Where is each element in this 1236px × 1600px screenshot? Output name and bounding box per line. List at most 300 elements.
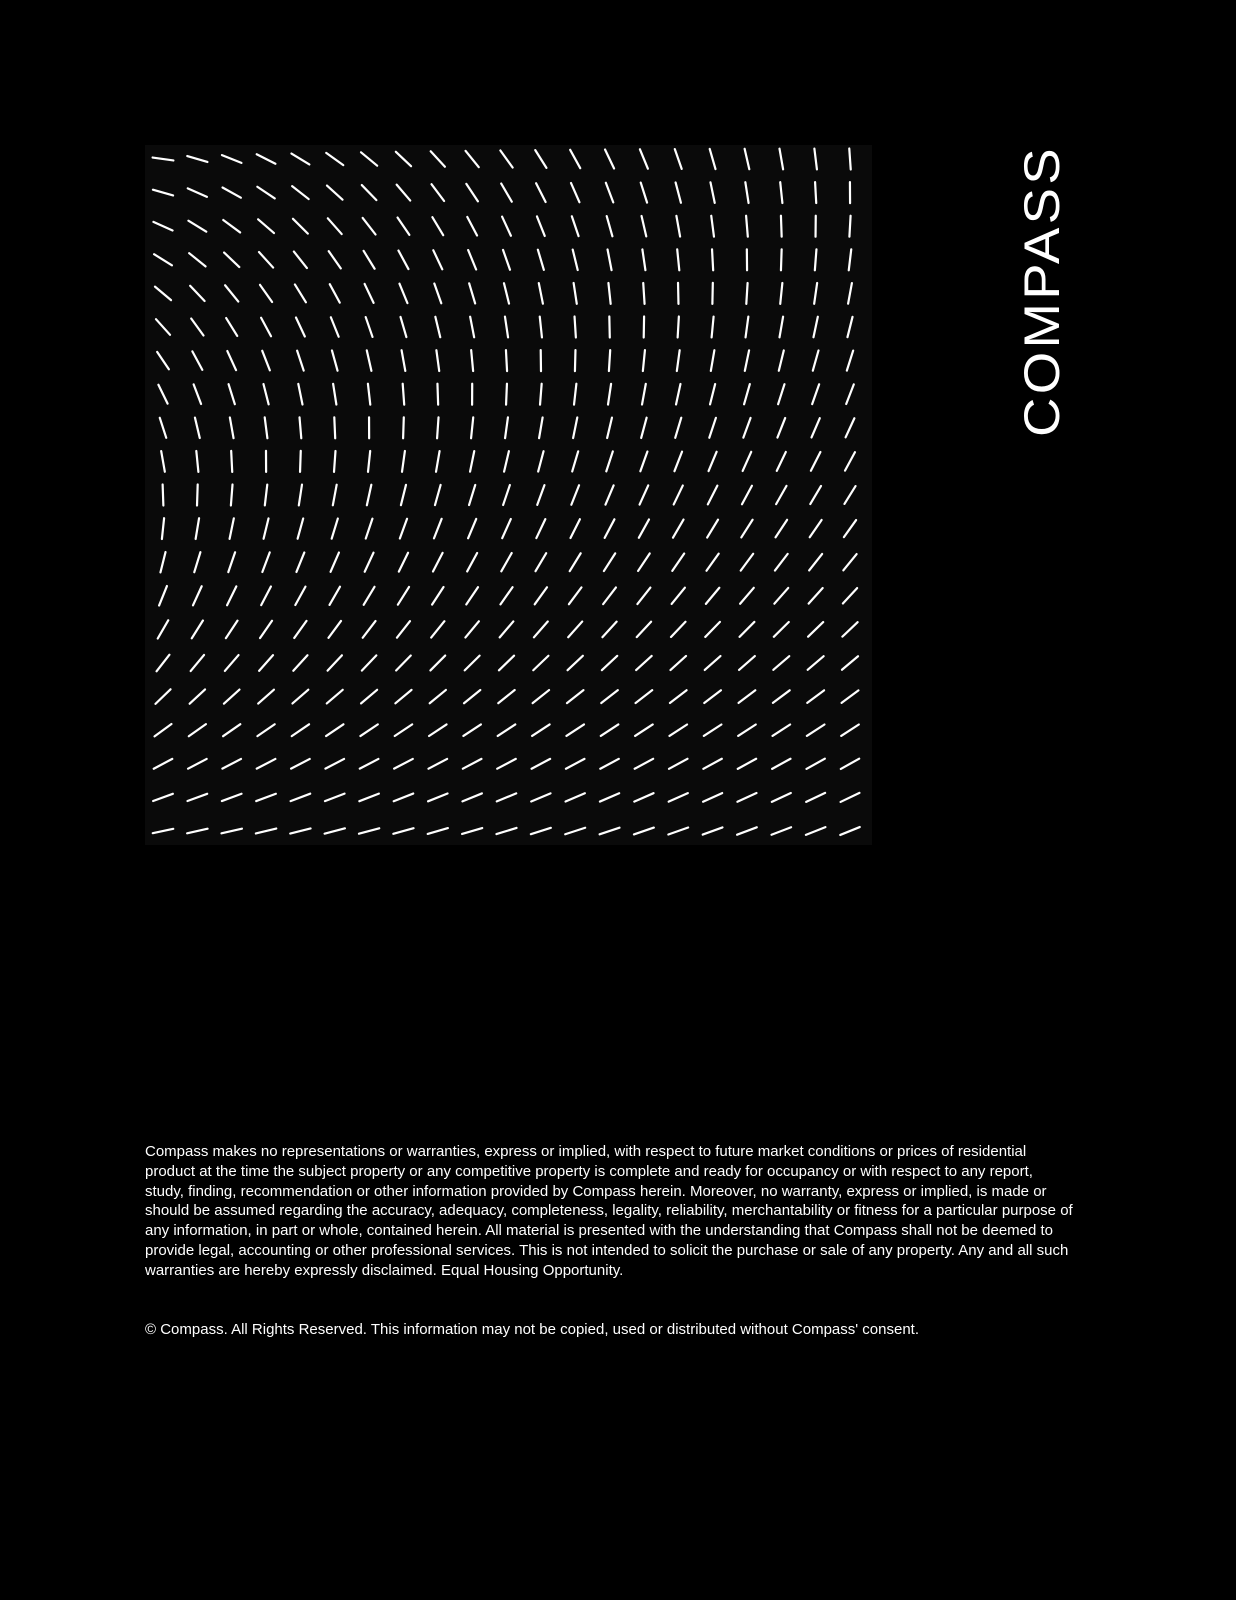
pattern-dash <box>780 317 784 338</box>
pattern-dash <box>677 249 679 270</box>
pattern-dash <box>399 553 408 572</box>
pattern-dash <box>806 793 825 802</box>
pattern-dash <box>605 519 615 538</box>
pattern-dash <box>196 518 199 539</box>
pattern-dash <box>156 319 170 335</box>
pattern-dash <box>567 690 584 703</box>
pattern-dash <box>776 486 786 504</box>
pattern-dash <box>262 552 269 572</box>
pattern-dash <box>293 655 307 671</box>
pattern-dash <box>536 553 547 571</box>
pattern-dash <box>292 186 309 199</box>
pattern-dash <box>710 384 715 404</box>
pattern-dash <box>772 793 791 802</box>
pattern-dash <box>400 519 407 539</box>
pattern-dash <box>641 418 646 438</box>
pattern-dash <box>678 317 679 338</box>
pattern-dash <box>745 149 750 169</box>
pattern-dash <box>505 417 508 438</box>
pattern-dash <box>262 351 270 371</box>
pattern-dash <box>401 485 406 505</box>
pattern-dash <box>293 219 308 234</box>
pattern-dash <box>227 586 236 605</box>
pattern-dash <box>366 317 373 337</box>
pattern-dash <box>396 655 411 670</box>
pattern-dash <box>741 554 754 571</box>
pattern-dash <box>743 452 752 471</box>
pattern-dash <box>849 249 851 270</box>
pattern-dash <box>188 759 207 769</box>
pattern-dash <box>540 317 542 338</box>
pattern-dash <box>674 486 683 505</box>
pattern-dash <box>812 384 819 404</box>
pattern-dash <box>294 621 306 638</box>
pattern-dash <box>429 724 447 736</box>
pattern-dash <box>502 519 511 538</box>
pattern-dash <box>809 588 823 604</box>
pattern-dash <box>672 554 684 571</box>
pattern-dash <box>430 656 445 671</box>
pattern-dash <box>606 183 613 203</box>
pattern-dash <box>811 452 821 471</box>
pattern-dash <box>360 759 379 769</box>
pattern-dash <box>189 253 205 266</box>
pattern-dash <box>738 759 756 769</box>
pattern-dash <box>194 552 200 572</box>
pattern-dash <box>640 149 648 168</box>
pattern-dash <box>327 186 343 200</box>
pattern-dash <box>326 153 343 165</box>
pattern-dash <box>738 725 756 736</box>
pattern-dash <box>635 724 653 735</box>
pattern-dash <box>470 451 474 472</box>
pattern-dash <box>367 350 372 370</box>
pattern-dash <box>604 553 615 571</box>
pattern-dash <box>643 283 644 304</box>
pattern-dash <box>365 284 374 303</box>
pattern-dash <box>842 690 859 702</box>
pattern-dash <box>773 690 790 703</box>
pattern-dash <box>846 418 855 437</box>
pattern-dash <box>780 283 782 304</box>
pattern-dash <box>568 656 583 670</box>
pattern-dash <box>746 216 748 237</box>
pattern-dash <box>361 690 377 704</box>
pattern-dash <box>500 587 512 604</box>
pattern-dash <box>192 351 202 369</box>
pattern-dash <box>294 252 307 268</box>
pattern-dash <box>815 182 816 203</box>
pattern-dash <box>462 828 482 834</box>
pattern-dash <box>467 553 477 571</box>
pattern-dash <box>712 249 713 270</box>
pattern-dash <box>191 319 203 336</box>
pattern-dash <box>364 587 375 605</box>
pattern-dash <box>781 216 782 237</box>
pattern-dash <box>671 622 685 637</box>
pattern-dash <box>844 520 856 537</box>
pattern-dash <box>470 317 474 338</box>
pattern-dash <box>636 690 653 703</box>
pattern-dash <box>634 828 654 835</box>
pattern-dash <box>812 418 820 437</box>
pattern-dash <box>845 452 855 470</box>
pattern-dash <box>394 759 413 769</box>
pattern-dash <box>435 317 440 337</box>
pattern-dash <box>155 724 172 736</box>
pattern-dash <box>434 284 441 304</box>
pattern-dash <box>537 485 544 505</box>
pattern-dash <box>188 188 207 196</box>
pattern-dash <box>500 150 512 167</box>
pattern-dash <box>608 249 612 270</box>
pattern-dash <box>703 827 723 834</box>
pattern-dash <box>574 384 576 405</box>
pattern-dash <box>368 384 370 405</box>
pattern-dash <box>704 725 722 736</box>
pattern-dash <box>677 350 680 371</box>
decorative-dash-pattern <box>145 145 872 845</box>
pattern-dash <box>224 690 240 704</box>
pattern-dash <box>705 622 720 637</box>
pattern-dash <box>403 384 405 405</box>
pattern-dash <box>162 518 164 539</box>
pattern-dash <box>499 656 514 671</box>
pattern-dash <box>256 829 276 834</box>
pattern-dash <box>498 724 516 736</box>
pattern-dash <box>603 587 616 604</box>
pattern-dash <box>575 350 576 371</box>
pattern-dash <box>742 486 752 505</box>
pattern-dash <box>706 588 719 604</box>
pattern-dash <box>196 451 198 472</box>
pattern-dash <box>290 828 310 833</box>
pattern-dash <box>568 622 582 638</box>
pattern-dash <box>574 283 577 304</box>
pattern-dash <box>434 519 442 539</box>
pattern-dash <box>231 451 232 472</box>
pattern-dash <box>435 485 441 505</box>
pattern-dash <box>505 317 508 338</box>
pattern-dash <box>606 451 613 471</box>
pattern-dash <box>393 828 413 834</box>
pattern-dash <box>533 690 549 703</box>
pattern-dash <box>634 793 653 801</box>
pattern-dash <box>703 793 722 802</box>
pattern-dash <box>359 828 379 833</box>
pattern-dash <box>330 284 340 302</box>
pattern-dash <box>569 587 582 604</box>
pattern-dash <box>572 451 578 471</box>
pattern-dash <box>154 759 173 769</box>
pattern-dash <box>781 249 782 270</box>
pattern-dash <box>642 249 645 270</box>
pattern-dash <box>365 553 374 572</box>
pattern-dash <box>534 621 548 637</box>
pattern-dash <box>394 794 414 802</box>
pattern-dash <box>403 417 404 438</box>
pattern-dash <box>331 317 339 336</box>
pattern-dash <box>503 485 510 505</box>
pattern-dash <box>847 317 852 337</box>
pattern-dash <box>436 350 439 371</box>
pattern-dash <box>570 519 579 538</box>
pattern-dash <box>163 485 164 506</box>
pattern-dash <box>327 690 343 704</box>
pattern-dash <box>398 218 410 235</box>
pattern-dash <box>464 690 480 703</box>
pattern-dash <box>222 759 241 769</box>
pattern-dash <box>433 250 442 269</box>
pattern-dash <box>815 249 817 270</box>
pattern-dash <box>705 656 721 670</box>
pattern-dash <box>298 384 302 405</box>
pattern-dash <box>600 793 619 801</box>
pattern-dash <box>536 183 546 202</box>
pattern-dash <box>428 793 448 801</box>
pattern-dash <box>155 287 171 301</box>
pattern-dash <box>535 150 546 168</box>
pattern-dash <box>844 486 855 504</box>
pattern-dash <box>462 793 481 801</box>
pattern-dash <box>153 190 173 196</box>
pattern-dash <box>295 284 306 302</box>
pattern-dash <box>260 621 272 638</box>
pattern-dash <box>502 217 511 236</box>
pattern-dash <box>431 151 445 166</box>
pattern-dash <box>437 417 438 438</box>
pattern-dash <box>536 519 545 538</box>
pattern-dash <box>292 690 308 704</box>
pattern-dash <box>602 622 616 638</box>
pattern-dash <box>842 622 857 636</box>
pattern-dash <box>326 724 343 736</box>
pattern-dash <box>810 486 821 504</box>
pattern-dash <box>430 690 446 703</box>
pattern-dash <box>776 520 788 538</box>
pattern-dash <box>395 724 412 736</box>
pattern-dash <box>772 759 790 769</box>
pattern-dash <box>807 690 824 703</box>
pattern-dash <box>328 218 342 234</box>
copyright-notice: © Compass. All Rights Reserved. This information may not be copied, used or distributed without Compass' consent. <box>145 1321 920 1338</box>
pattern-dash <box>437 384 438 405</box>
pattern-dash <box>640 485 649 504</box>
pattern-dash <box>157 655 170 672</box>
pattern-dash <box>471 417 473 438</box>
pattern-dash <box>539 283 543 304</box>
pattern-dash <box>187 794 207 801</box>
pattern-dash <box>642 384 646 405</box>
pattern-dash <box>295 587 305 605</box>
pattern-dash <box>672 588 685 604</box>
pattern-dash <box>566 793 585 801</box>
pattern-dash <box>600 759 619 769</box>
pattern-dash <box>364 251 375 269</box>
pattern-dash <box>774 588 788 604</box>
pattern-dash <box>225 285 238 301</box>
pattern-dash <box>778 384 784 404</box>
pattern-dash <box>366 519 373 539</box>
pattern-dash <box>428 828 448 834</box>
pattern-dash <box>607 418 612 438</box>
pattern-dash <box>260 285 272 302</box>
pattern-dash <box>849 149 850 170</box>
pattern-dash <box>432 217 443 235</box>
pattern-dash <box>466 151 479 167</box>
pattern-dash <box>153 222 172 231</box>
pattern-dash <box>496 828 516 834</box>
pattern-dash <box>222 794 242 801</box>
pattern-dash <box>153 158 174 161</box>
pattern-dash <box>532 759 551 769</box>
pattern-dash <box>712 317 714 338</box>
pattern-dash <box>153 829 174 833</box>
pattern-dash <box>607 216 613 236</box>
pattern-dash <box>739 656 755 670</box>
pattern-dash <box>433 553 443 572</box>
pattern-dash <box>841 725 859 736</box>
pattern-dash <box>396 152 411 166</box>
pattern-dash <box>813 350 819 370</box>
pattern-dash <box>636 656 652 670</box>
pattern-dash <box>187 156 207 162</box>
pattern-dash <box>600 828 620 835</box>
pattern-dash <box>774 622 789 637</box>
pattern-dash <box>531 793 550 801</box>
pattern-dash <box>605 150 614 169</box>
pattern-dash <box>608 384 611 405</box>
pattern-dash <box>669 759 687 769</box>
pattern-dash <box>161 451 165 472</box>
pattern-dash <box>501 553 511 571</box>
pattern-dash <box>197 485 198 506</box>
pattern-dash <box>230 417 234 438</box>
pattern-dash <box>806 827 826 835</box>
pattern-dash <box>806 759 824 769</box>
pattern-dash <box>363 621 376 638</box>
pattern-dash <box>360 724 377 736</box>
pattern-dash <box>807 725 825 736</box>
pattern-dash <box>537 216 545 236</box>
pattern-dash <box>325 828 345 833</box>
pattern-dash <box>397 621 410 638</box>
pattern-dash <box>154 254 172 265</box>
pattern-dash <box>258 219 274 233</box>
pattern-dash <box>300 417 302 438</box>
pattern-dash <box>469 283 475 303</box>
pattern-dash <box>639 519 649 537</box>
pattern-dash <box>847 351 853 371</box>
pattern-dash <box>257 187 274 199</box>
pattern-dash <box>292 724 309 736</box>
pattern-dash <box>257 759 276 769</box>
pattern-dash <box>609 350 610 371</box>
pattern-dash <box>707 520 718 538</box>
pattern-dash <box>808 622 823 637</box>
pattern-dash <box>231 485 233 506</box>
pattern-dash <box>330 587 341 605</box>
pattern-dash <box>297 351 304 371</box>
pattern-dash <box>359 794 379 802</box>
pattern-dash <box>669 724 687 735</box>
pattern-dash <box>299 485 302 506</box>
pattern-dash <box>842 656 858 670</box>
pattern-dash <box>676 384 680 405</box>
pattern-dash <box>466 587 478 604</box>
pattern-dash <box>259 252 273 268</box>
pattern-dash <box>640 452 647 472</box>
pattern-dash <box>674 452 682 472</box>
pattern-dash <box>532 724 550 736</box>
brand-wordmark: COMPASS <box>1014 169 1070 437</box>
pattern-dash <box>261 587 271 606</box>
pattern-dash <box>332 350 338 370</box>
pattern-dash <box>813 317 817 338</box>
pattern-dash <box>398 587 409 605</box>
pattern-dash <box>710 149 716 169</box>
pattern-dash <box>228 552 235 572</box>
pattern-dash <box>676 182 681 202</box>
pattern-dash <box>397 185 411 201</box>
pattern-dash <box>153 794 173 801</box>
pattern-dash <box>334 417 335 438</box>
pattern-dash <box>362 655 377 670</box>
pattern-dash <box>325 759 344 769</box>
pattern-dash <box>432 587 443 605</box>
pattern-dash <box>635 759 653 769</box>
pattern-dash <box>670 656 686 670</box>
pattern-dash <box>779 350 784 370</box>
pattern-dash <box>463 724 481 736</box>
pattern-dash <box>229 384 235 404</box>
pattern-dash <box>706 554 718 571</box>
pattern-dash <box>531 828 551 834</box>
pattern-dash <box>195 418 200 438</box>
pattern-dash <box>709 418 716 438</box>
pattern-dash <box>329 251 341 268</box>
pattern-dash <box>710 182 714 203</box>
pattern-dash <box>573 250 578 270</box>
pattern-dash <box>573 418 577 439</box>
pattern-dash <box>436 451 440 472</box>
pattern-dash <box>333 485 337 506</box>
pattern-dash <box>227 351 236 370</box>
pattern-dash <box>402 350 406 371</box>
pattern-dash <box>159 586 167 605</box>
pattern-dash <box>810 520 822 537</box>
pattern-dash <box>501 184 512 202</box>
pattern-dash <box>746 317 749 338</box>
pattern-dash <box>190 689 205 703</box>
pattern-dash <box>566 759 585 769</box>
pattern-dash <box>465 656 480 671</box>
pattern-dash <box>506 350 507 371</box>
pattern-dash <box>814 149 817 170</box>
pattern-dash <box>225 655 239 671</box>
pattern-dash <box>193 586 202 605</box>
pattern-dash <box>846 384 854 404</box>
pattern-dash <box>158 620 169 638</box>
pattern-dash <box>325 794 345 802</box>
pattern-dash <box>708 486 718 505</box>
pattern-dash <box>296 317 305 336</box>
pattern-dash <box>840 827 859 835</box>
pattern-dash <box>265 417 268 438</box>
pattern-dash <box>643 350 645 371</box>
pattern-dash <box>334 451 335 472</box>
pattern-dash <box>402 451 405 472</box>
